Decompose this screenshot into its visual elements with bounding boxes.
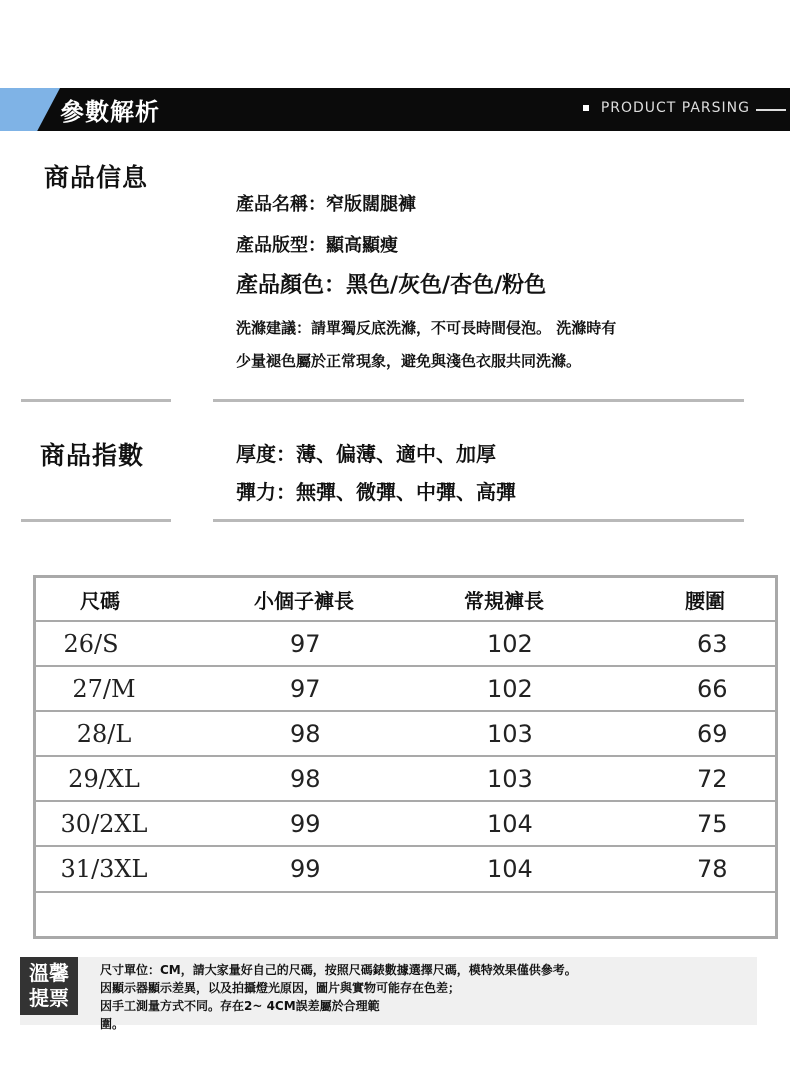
wash-advice-line2: 少量褪色屬於正常現象，避免與淺色衣服共同洗滌。 [236,352,582,370]
header-petite-length: 小個子褲長 [254,588,354,613]
header-regular-length: 常規褲長 [464,588,544,613]
cell-waist: 66 [697,674,728,703]
size-table [33,575,778,939]
product-name: 產品名稱：窄版闊腿褲 [236,194,416,215]
banner-line [756,109,786,111]
cell-size: 29/XL [68,764,140,793]
cell-waist: 75 [697,809,728,838]
cell-waist: 63 [697,629,728,658]
cell-size: 28/L [76,719,132,748]
banner-accent [0,88,60,131]
cell-size: 27/M [72,674,136,703]
elasticity-index: 彈力：無彈、微彈、中彈、高彈 [236,480,516,504]
cell-petite-length: 97 [290,629,321,658]
notice-line: 尺寸單位：CM，請大家量好自己的尺碼，按照尺碼錶數據選擇尺碼，模特效果僅供參考。 [100,963,577,977]
notice-box [20,957,757,1031]
cell-waist: 69 [697,719,728,748]
header-size: 尺碼 [80,588,120,613]
cell-regular-length: 103 [487,719,533,748]
thickness-index: 厚度：薄、偏薄、適中、加厚 [236,442,496,466]
cell-regular-length: 102 [487,674,533,703]
product-index-heading: 商品指數 [40,441,145,470]
cell-regular-length: 103 [487,764,533,793]
cell-petite-length: 98 [290,764,321,793]
table-row [36,667,775,712]
divider-left-2 [21,519,171,522]
cell-petite-length: 98 [290,719,321,748]
notice-text [100,961,577,1033]
section-banner [0,88,790,131]
divider-left-1 [21,399,171,402]
product-colors: 產品顏色：黑色/灰色/杏色/粉色 [236,273,547,298]
cell-size: 26/S [63,629,119,658]
cell-regular-length: 104 [487,855,533,883]
table-row [36,622,775,667]
notice-line: 因手工測量方式不同。存在2~ 4CM誤差屬於合理範 [100,999,380,1013]
table-header-row [36,578,775,622]
cell-petite-length: 99 [290,855,321,883]
divider-right-2 [213,519,744,522]
banner-title: 參數解析 [60,98,160,126]
cell-size: 30/2XL [60,809,148,838]
cell-waist: 78 [697,855,728,883]
notice-badge-text: 溫馨 提票 [29,961,69,1010]
product-info-heading: 商品信息 [44,163,149,192]
table-row [36,757,775,802]
table-row [36,847,775,893]
notice-badge [20,957,78,1015]
cell-petite-length: 97 [290,674,321,703]
product-fit: 產品版型：顯高顯瘦 [236,235,398,256]
cell-regular-length: 102 [487,629,533,658]
cell-regular-length: 104 [487,809,533,838]
cell-waist: 72 [697,764,728,793]
cell-size: 31/3XL [60,855,148,883]
cell-petite-length: 99 [290,809,321,838]
wash-advice-line1: 洗滌建議：請單獨反底洗滌，不可長時間侵泡。 洗滌時有 [236,319,617,337]
table-row [36,712,775,757]
header-waist: 腰圍 [685,588,725,613]
notice-line: 圍。 [100,1017,125,1031]
divider-right-1 [213,399,744,402]
table-row [36,802,775,847]
notice-line: 因顯示器顯示差異，以及拍攝燈光原因，圖片與實物可能存在色差； [100,981,461,995]
banner-subtitle: PRODUCT PARSING [583,100,750,116]
